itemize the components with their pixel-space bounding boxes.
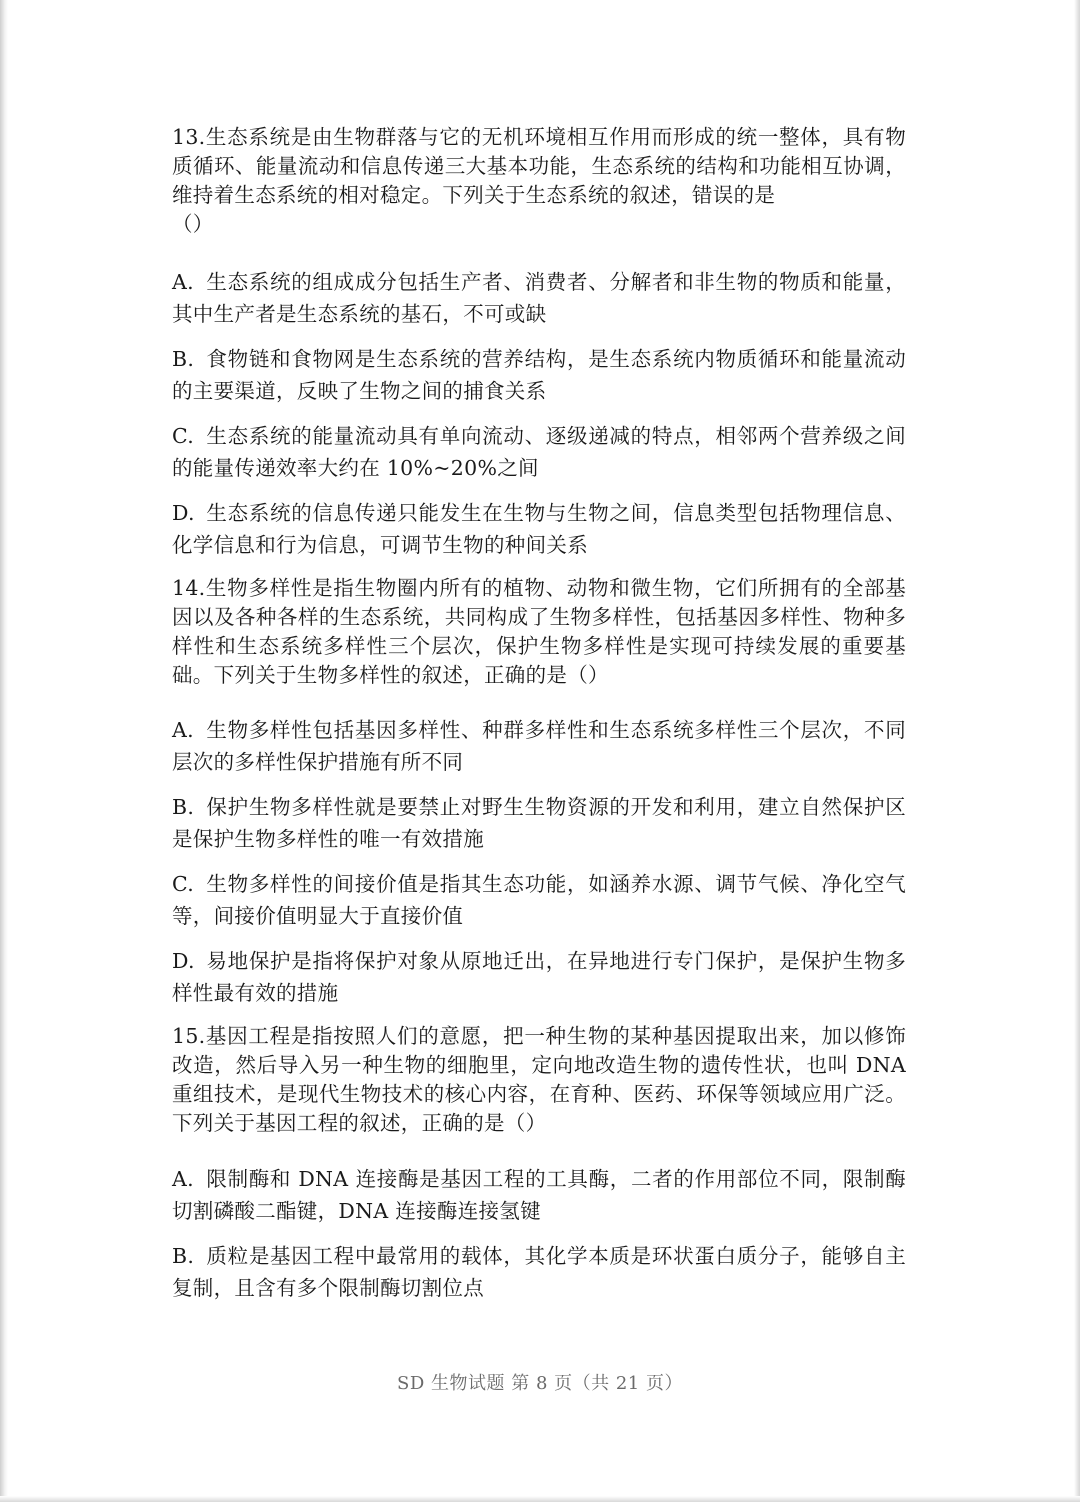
- page-edge-shadow-bottom: [0, 1496, 1080, 1502]
- question-13-option-b: [172, 343, 906, 407]
- option-text: 生态系统的信息传递只能发生在生物与生物之间，信息类型包括物理信息、化学信息和行为信息，可调节生物的种间关系: [172, 501, 906, 557]
- question-13-stem: [172, 123, 906, 239]
- option-text: 生物多样性包括基因多样性、种群多样性和生态系统多样性三个层次，不同层次的多样性保护措施有所不同: [172, 718, 906, 774]
- page-edge-shadow-left: [0, 0, 8, 1502]
- question-13-option-d: [172, 497, 906, 561]
- option-text: 生物多样性的间接价值是指其生态功能，如涵养水源、调节气候、净化空气等，间接价值明显大于直接价值: [172, 872, 906, 928]
- option-text: 生态系统的组成成分包括生产者、消费者、分解者和非生物的物质和能量，其中生产者是生态系统的基石，不可或缺: [172, 270, 906, 326]
- option-text: 生态系统的能量流动具有单向流动、逐级递减的特点，相邻两个营养级之间的能量传递效率大约在 10%~20%之间: [172, 424, 906, 480]
- question-13-option-c: [172, 420, 906, 484]
- option-text: 易地保护是指将保护对象从原地迁出，在异地进行专门保护，是保护生物多样性最有效的措施: [172, 949, 906, 1005]
- question-14-option-c: [172, 868, 906, 932]
- question-14-option-a: [172, 714, 906, 778]
- question-13-option-a: [172, 266, 906, 330]
- question-14: [172, 574, 906, 1009]
- option-text: 限制酶和 DNA 连接酶是基因工程的工具酶，二者的作用部位不同，限制酶切割磷酸二酯键，DNA 连接酶连接氢键: [172, 1167, 906, 1223]
- question-15: [172, 1022, 906, 1304]
- question-13: [172, 123, 906, 561]
- option-letter: D.: [172, 949, 195, 973]
- option-letter: B.: [172, 795, 195, 819]
- option-letter: B.: [172, 1244, 195, 1268]
- option-letter: C.: [172, 872, 195, 896]
- question-14-option-d: [172, 945, 906, 1009]
- option-letter: A.: [172, 1167, 194, 1191]
- question-15-option-a: [172, 1163, 906, 1227]
- option-text: 食物链和食物网是生态系统的营养结构，是生态系统内物质循环和能量流动的主要渠道，反映了生物之间的捕食关系: [172, 347, 906, 403]
- question-13-answer-blank: （）: [172, 212, 214, 236]
- question-15-option-b: [172, 1240, 906, 1304]
- question-15-stem: 15.基因工程是指按照人们的意愿，把一种生物的某种基因提取出来，加以修饰改造，然后导入另一种生物的细胞里，定向地改造生物的遗传性状，也叫 DNA 重组技术，是现代生物技术的核心内容，在育种、医药、环保等领域应用广泛。下列关于基因工程的叙述，正确的是（）: [172, 1024, 906, 1135]
- option-letter: D.: [172, 501, 195, 525]
- question-14-stem: 14.生物多样性是指生物圈内所有的植物、动物和微生物，它们所拥有的全部基因以及各种各样的生态系统，共同构成了生物多样性，包括基因多样性、物种多样性和生态系统多样性三个层次，保护生物多样性是实现可持续发展的重要基础。下列关于生物多样性的叙述，正确的是（）: [172, 576, 906, 687]
- option-letter: C.: [172, 424, 195, 448]
- page-edge-shadow-right: [1074, 0, 1080, 1502]
- page-content: [172, 123, 906, 1317]
- option-letter: B.: [172, 347, 195, 371]
- option-text: 质粒是基因工程中最常用的载体，其化学本质是环状蛋白质分子，能够自主复制，且含有多个限制酶切割位点: [172, 1244, 906, 1300]
- question-14-option-b: [172, 791, 906, 855]
- option-letter: A.: [172, 270, 194, 294]
- option-letter: A.: [172, 718, 194, 742]
- option-text: 保护生物多样性就是要禁止对野生生物资源的开发和利用，建立自然保护区是保护生物多样性的唯一有效措施: [172, 795, 906, 851]
- question-13-stem-text: 13.生态系统是由生物群落与它的无机环境相互作用而形成的统一整体，具有物质循环、能量流动和信息传递三大基本功能，生态系统的结构和功能相互协调，维持着生态系统的相对稳定。下列关于生态系统的叙述，错误的是: [172, 125, 906, 207]
- page-footer: SD 生物试题 第 8 页（共 21 页）: [397, 1373, 683, 1394]
